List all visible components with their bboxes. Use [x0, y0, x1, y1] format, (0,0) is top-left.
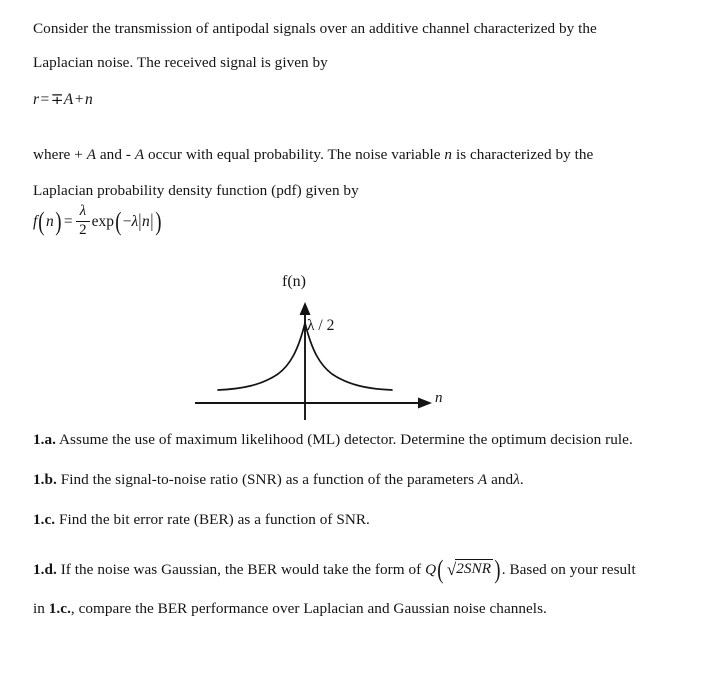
minus-plus-sign: ∓: [50, 91, 64, 108]
figure-peak-label: λ / 2: [307, 317, 335, 334]
equation-lhs: r: [33, 91, 40, 108]
question-1b-param-lambda: λ: [513, 471, 520, 488]
pdf-arg: n: [45, 213, 54, 231]
question-1c-label: 1.c.: [33, 511, 56, 528]
question-1a: [33, 420, 693, 459]
pdf-equals: =: [63, 213, 73, 231]
figure-x-axis-label: n: [435, 390, 443, 406]
figure-y-axis-label: f(n): [282, 273, 306, 290]
equation-plus: +: [74, 91, 84, 108]
middle-plus: +: [74, 146, 83, 163]
question-1d-sqrt: [445, 549, 493, 589]
question-1b-period: .: [519, 471, 524, 488]
intro-line-2: Laplacian noise. The received signal is given by: [33, 54, 328, 71]
x-axis-arrowhead: [418, 398, 432, 409]
question-1d-line2-before: in: [33, 600, 45, 617]
equation-laplacian-pdf: f(n) = $\frac{\lambda}{2}$ exp(−λ|n|): [33, 203, 162, 239]
middle-rest: occur with equal probability. The noise variable: [148, 146, 441, 163]
middle-line-2: Laplacian probability density function (pdf) given by: [33, 182, 359, 199]
question-1d-label: 1.d.: [33, 561, 57, 578]
equation-equals: =: [40, 91, 50, 108]
pdf-f: f: [33, 213, 38, 231]
question-1d-radicand: 2SNR: [456, 560, 492, 577]
radical-sign-icon: √: [446, 560, 457, 579]
question-1b-conj: and: [491, 471, 514, 488]
pdf-abs-open: |: [138, 211, 142, 233]
question-1b-text: Find the signal-to-noise ratio (SNR) as a function of the parameters: [60, 471, 475, 488]
question-1d-line-2: [33, 589, 693, 628]
intro-line-1: Consider the transmission of antipodal signals over an additive channel characterized by the: [33, 20, 597, 37]
question-1a-label: 1.a.: [33, 431, 56, 448]
question-1d-reference: 1.c.: [48, 600, 71, 617]
equation-amplitude: A: [63, 91, 74, 108]
question-1b-param-a: A: [477, 471, 488, 488]
middle-line-1: [33, 136, 693, 174]
equation-received-signal: [33, 90, 93, 109]
middle-minus: -: [125, 146, 131, 163]
question-1d-q-function: Q: [425, 561, 437, 578]
pdf-abs-close: |: [150, 211, 154, 233]
pdf-fraction: [76, 204, 90, 239]
pdf-exp-lambda: λ: [131, 213, 139, 231]
middle-tail: is characterized by the: [455, 146, 594, 163]
middle-noise-var: n: [444, 146, 453, 163]
question-1a-text: Assume the use of maximum likelihood (ML) detector. Determine the optimum decision rule.: [59, 431, 633, 448]
equation-noise-term: n: [85, 91, 93, 108]
question-1d-text-after: . Based on your result: [501, 561, 636, 578]
laplacian-pdf-figure: [150, 265, 490, 425]
pdf-curve-left: [218, 323, 305, 390]
question-1d-line-1: 1.d. If the noise was Gaussian, the BER would take the form of Q( √2SNR ). Based on your result: [33, 549, 693, 589]
y-axis-arrowhead: [300, 302, 311, 315]
pdf-exp-minus: −: [122, 213, 132, 231]
middle-and: and: [99, 146, 122, 163]
middle-amplitude-positive: A: [86, 146, 97, 163]
question-1d-line2-after: , compare the BER performance over Laplacian and Gaussian noise channels.: [70, 600, 547, 617]
pdf-fraction-numerator: λ: [79, 203, 87, 219]
pdf-exp: exp: [91, 213, 115, 231]
middle-amplitude-negative: A: [134, 146, 145, 163]
middle-where: where: [33, 146, 71, 163]
question-1d-text-before: If the noise was Gaussian, the BER would take the form of: [60, 561, 422, 578]
pdf-fraction-denominator: 2: [79, 222, 87, 239]
question-1b-label: 1.b.: [33, 471, 57, 488]
question-1c: [33, 500, 693, 539]
question-1b: [33, 460, 693, 499]
question-1c-text: Find the bit error rate (BER) as a function of SNR.: [59, 511, 370, 528]
pdf-abs-var: n: [142, 213, 150, 231]
